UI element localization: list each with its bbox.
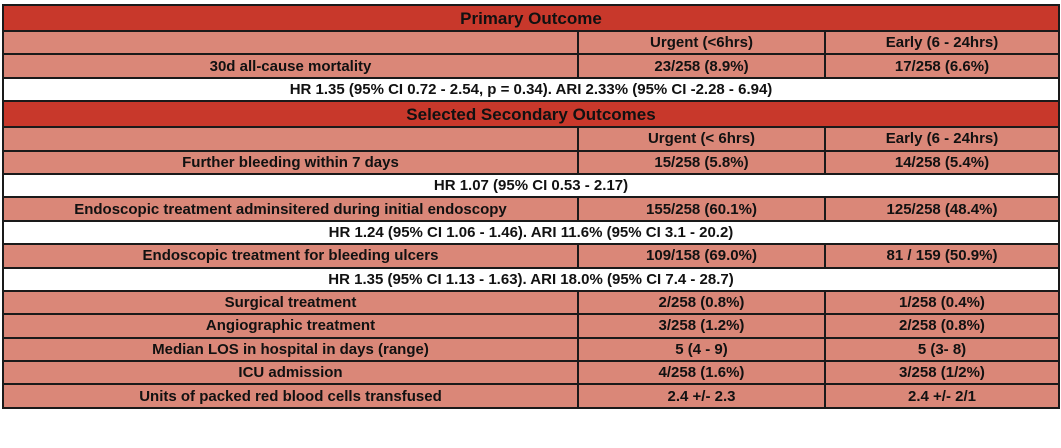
urgent-value: 5 (4 - 9) <box>578 338 825 361</box>
urgent-value: 2.4 +/- 2.3 <box>578 384 825 407</box>
table-row <box>3 197 1059 220</box>
statistics-note-row <box>3 221 1059 244</box>
column-header-early: Early (6 - 24hrs) <box>825 127 1059 150</box>
column-header-blank <box>3 127 578 150</box>
section-header-secondary <box>3 101 1059 127</box>
urgent-value: 3/258 (1.2%) <box>578 314 825 337</box>
urgent-value: 2/258 (0.8%) <box>578 291 825 314</box>
table-row <box>3 314 1059 337</box>
early-value: 5 (3- 8) <box>825 338 1059 361</box>
section-header-primary <box>3 5 1059 31</box>
column-header-urgent: Urgent (< 6hrs) <box>578 127 825 150</box>
table-row <box>3 361 1059 384</box>
column-header-early: Early (6 - 24hrs) <box>825 31 1059 54</box>
column-header-row-primary <box>3 31 1059 54</box>
urgent-value: 23/258 (8.9%) <box>578 54 825 77</box>
early-value: 1/258 (0.4%) <box>825 291 1059 314</box>
table-row <box>3 54 1059 77</box>
statistics-note: HR 1.35 (95% CI 0.72 - 2.54, p = 0.34). ARI 2.33% (95% CI -2.28 - 6.94) <box>3 78 1059 101</box>
early-value: 81 / 159 (50.9%) <box>825 244 1059 267</box>
early-value: 3/258 (1/2%) <box>825 361 1059 384</box>
early-value: 2/258 (0.8%) <box>825 314 1059 337</box>
outcomes-table <box>2 4 1060 409</box>
section-title-primary: Primary Outcome <box>3 5 1059 31</box>
early-value: 17/258 (6.6%) <box>825 54 1059 77</box>
statistics-note-row <box>3 78 1059 101</box>
row-label: Surgical treatment <box>3 291 578 314</box>
row-label: ICU admission <box>3 361 578 384</box>
row-label: Median LOS in hospital in days (range) <box>3 338 578 361</box>
statistics-note-row <box>3 174 1059 197</box>
table-row <box>3 384 1059 407</box>
column-header-urgent: Urgent (<6hrs) <box>578 31 825 54</box>
urgent-value: 155/258 (60.1%) <box>578 197 825 220</box>
urgent-value: 15/258 (5.8%) <box>578 151 825 174</box>
section-title-secondary: Selected Secondary Outcomes <box>3 101 1059 127</box>
row-label: Angiographic treatment <box>3 314 578 337</box>
table-row <box>3 338 1059 361</box>
row-label: Endoscopic treatment adminsitered during initial endoscopy <box>3 197 578 220</box>
table-row <box>3 291 1059 314</box>
statistics-note: HR 1.24 (95% CI 1.06 - 1.46). ARI 11.6% (95% CI 3.1 - 20.2) <box>3 221 1059 244</box>
early-value: 125/258 (48.4%) <box>825 197 1059 220</box>
row-label: 30d all-cause mortality <box>3 54 578 77</box>
column-header-row-secondary <box>3 127 1059 150</box>
outcomes-table-container <box>2 4 1058 409</box>
urgent-value: 4/258 (1.6%) <box>578 361 825 384</box>
statistics-note: HR 1.07 (95% CI 0.53 - 2.17) <box>3 174 1059 197</box>
early-value: 2.4 +/- 2/1 <box>825 384 1059 407</box>
table-row <box>3 244 1059 267</box>
column-header-blank <box>3 31 578 54</box>
early-value: 14/258 (5.4%) <box>825 151 1059 174</box>
row-label: Further bleeding within 7 days <box>3 151 578 174</box>
statistics-note-row <box>3 268 1059 291</box>
table-row <box>3 151 1059 174</box>
row-label: Endoscopic treatment for bleeding ulcers <box>3 244 578 267</box>
urgent-value: 109/158 (69.0%) <box>578 244 825 267</box>
row-label: Units of packed red blood cells transfused <box>3 384 578 407</box>
statistics-note: HR 1.35 (95% CI 1.13 - 1.63). ARI 18.0% (95% CI 7.4 - 28.7) <box>3 268 1059 291</box>
